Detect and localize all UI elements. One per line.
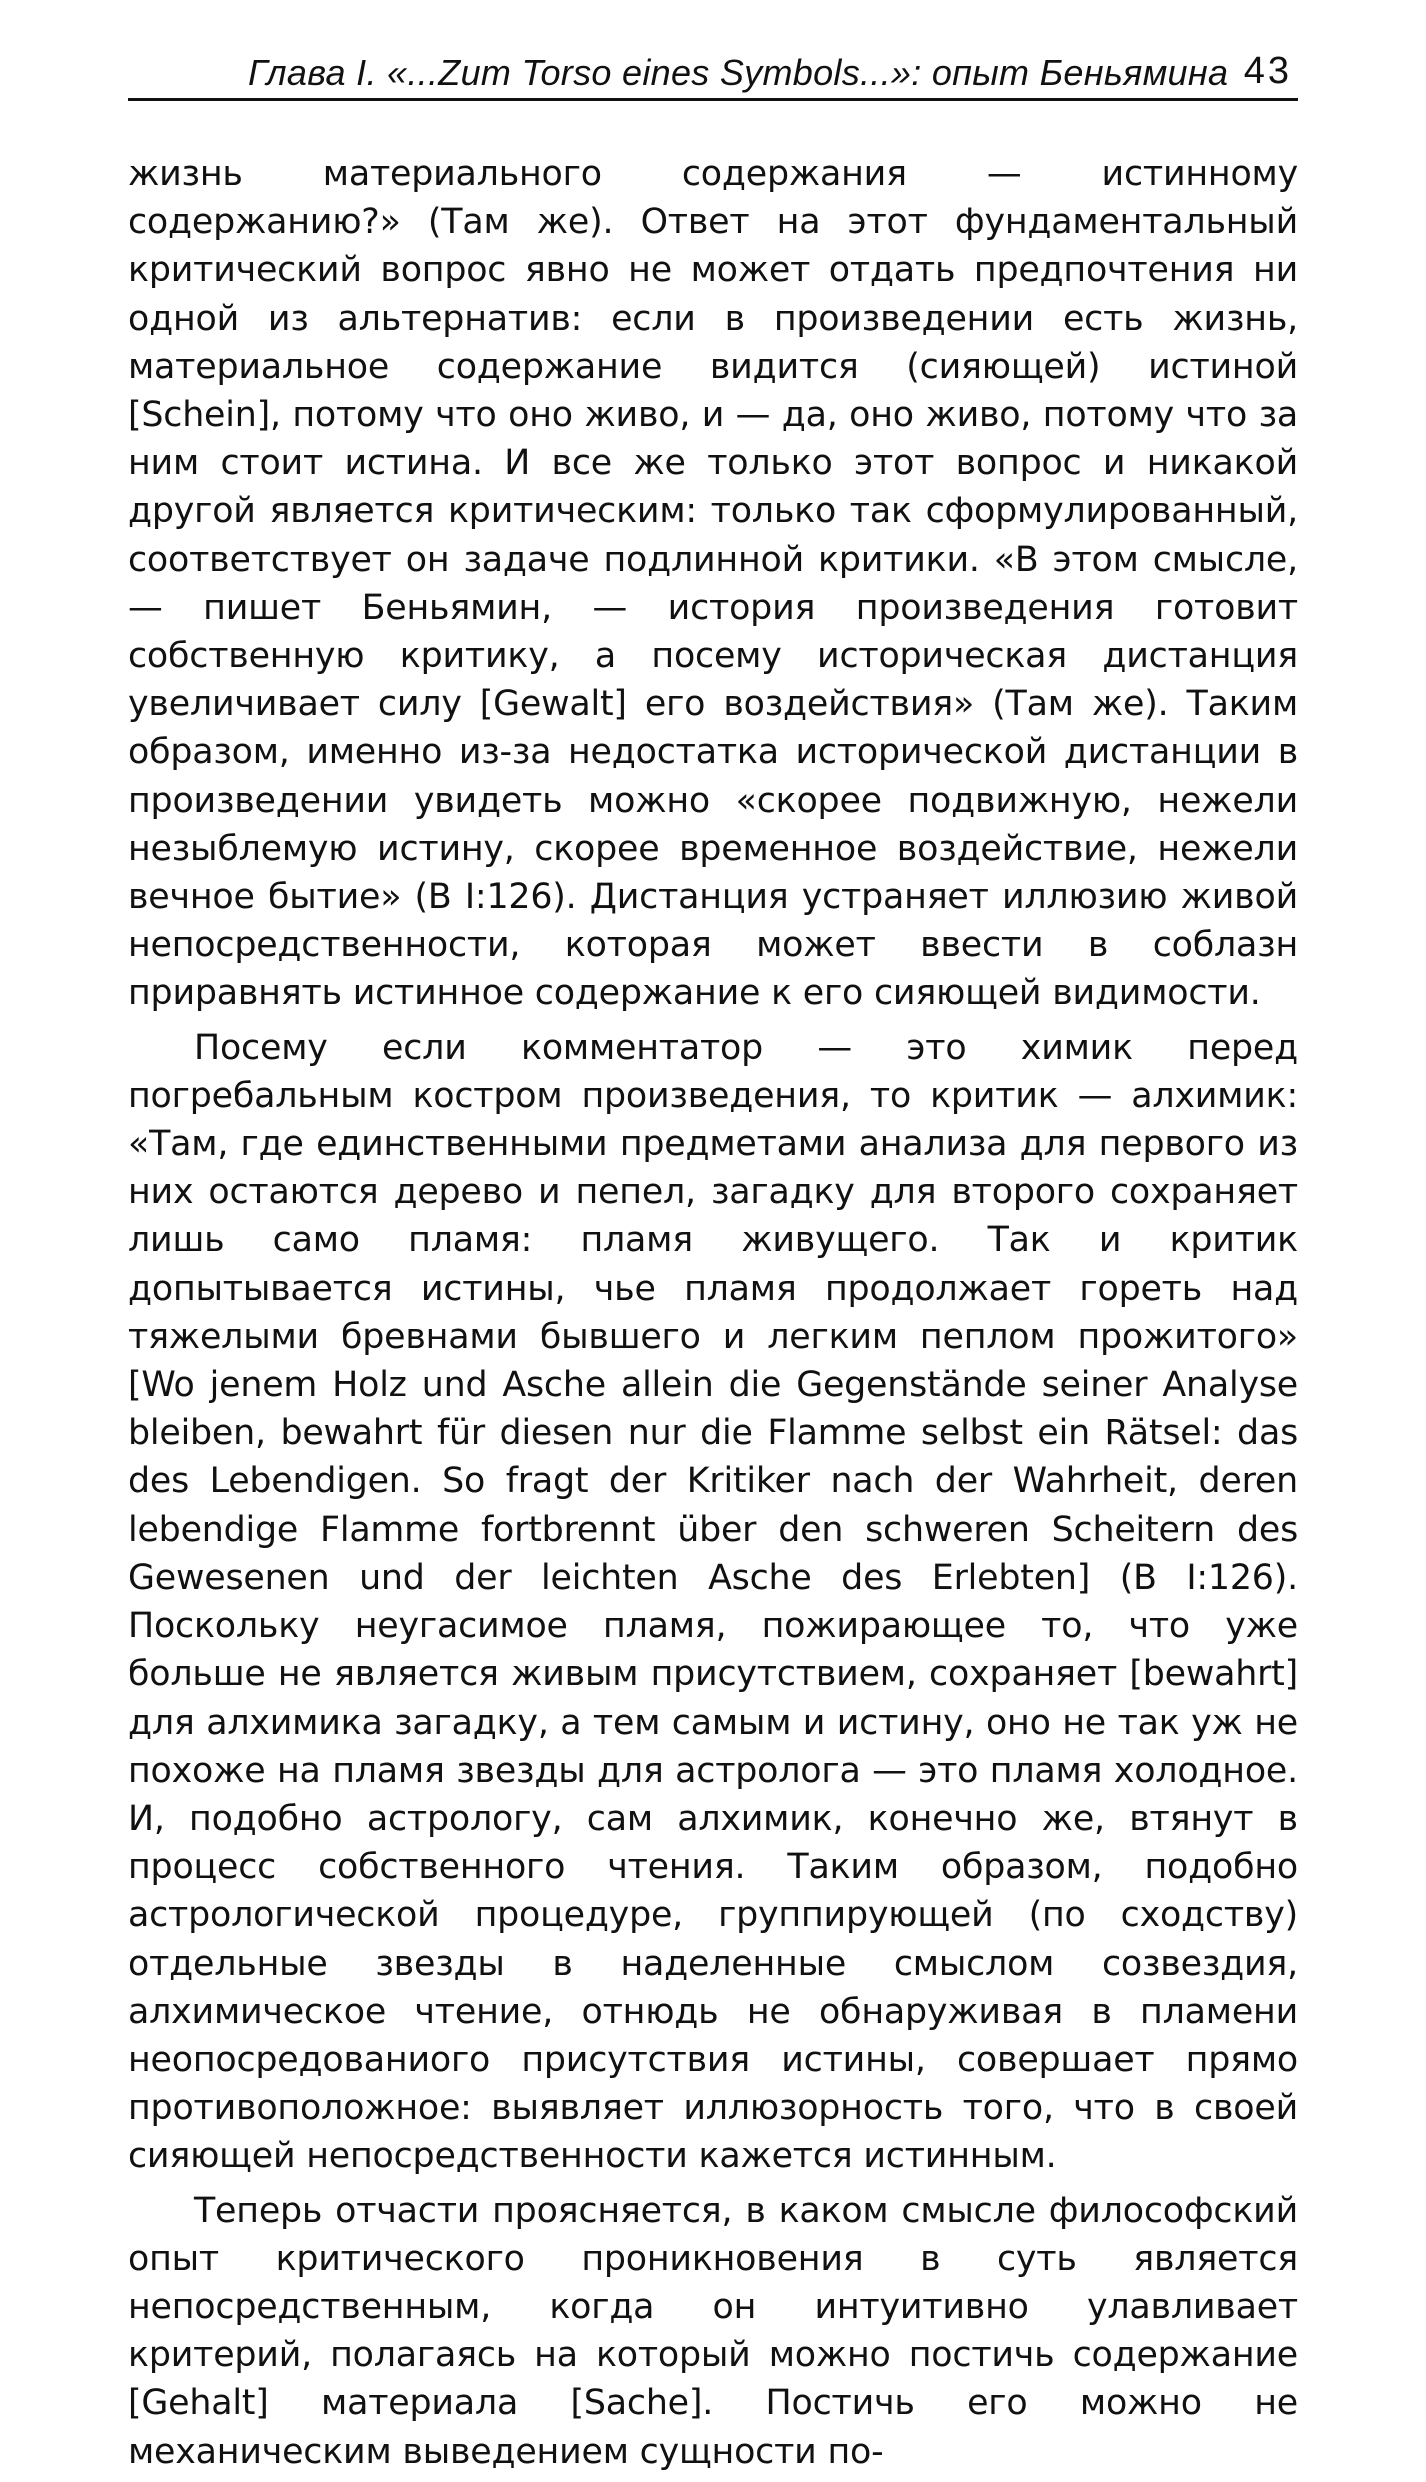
running-header bbox=[128, 50, 1298, 101]
page-number: 43 bbox=[1243, 50, 1292, 92]
running-title: Глава I. «...Zum Torso eines Symbols...»: опыт Беньямина bbox=[248, 52, 1229, 93]
paragraph-alchemist: Посему если комментатор — это химик перед погребальным костром произведения, то критик — алхимик: «Там, где единственными предметами анализа для первого из них остаются дерево и пепел, загадку для второго сохраняет лишь само пламя: пламя живущего. Так и критик допытывается истины, чье пламя продолжает гореть над тяжелыми бревнами бывшего и легким пеплом прожитого» [Wo jenem Holz und Asche allein die Gegenstände seiner Analyse bleiben, bewahrt für diesen nur die Flamme selbst ein Rätsel: das des Lebendigen. So fragt der Kritiker nach der Wahrheit, deren lebendige Flamme fortbrennt über den schweren Scheitern des Gewesenen und der leichten Asche des Erlebten] (B I:126). Поскольку неугасимое пламя, пожирающее то, что уже больше не является живым присутствием, сохраняет [bewahrt] для алхимика загадку, а тем самым и истину, оно не так уж не похоже на пламя звезды для астролога — это пламя холодное. И, подобно астрологу, сам алхимик, конечно же, втянут в процесс собственного чтения. Таким образом, подобно астрологической процедуре, группирующей (по сходству) отдельные звезды в наделенные смыслом созвездия, алхимическое чтение, отнюдь не обнаруживая в пламени неопосредованиого присутствия истины, совершает прямо противоположное: выявляет иллюзорность того, что в своей сияющей непосредственности кажется истинным. bbox=[128, 1027, 1298, 2177]
paragraph-continuation: жизнь материального содержания — истинному содержанию?» (Там же). Ответ на этот фундаментальный критический вопрос явно не может отдать предпочтения ни одной из альтернатив: если в произведении есть жизнь, материальное содержание видится (сияющей) истиной [Schein], потому что оно живо, и — да, оно живо, потому что за ним стоит истина. И все же только этот вопрос и никакой другой является критическим: только так сформулированный, соответствует он задаче подлинной критики. «В этом смысле, — пишет Беньямин, — история произведения готовит собственную критику, а посему историческая дистанция увеличивает силу [Gewalt] его воздействия» (Там же). Таким образом, именно из-за недостатка исторической дистанции в произведении увидеть можно «скорее подвижную, нежели незыблемую истину, скорее временное воздействие, нежели вечное бытие» (B I:126). Дистанция устраняет иллюзию живой непосредственности, которая может ввести в соблазн приравнять истинное содержание к его сияющей видимости. bbox=[128, 154, 1298, 1014]
body-text bbox=[128, 150, 1298, 2482]
paragraph-critical-insight: Теперь отчасти проясняется, в каком смысле философский опыт критического проникновения в суть является непосредственным, когда он интуитивно улавливает критерий, полагаясь на который можно постичь содержание [Gehalt] материала [Sache]. Постичь его можно не механическим выведением сущности по- bbox=[128, 2190, 1298, 2472]
